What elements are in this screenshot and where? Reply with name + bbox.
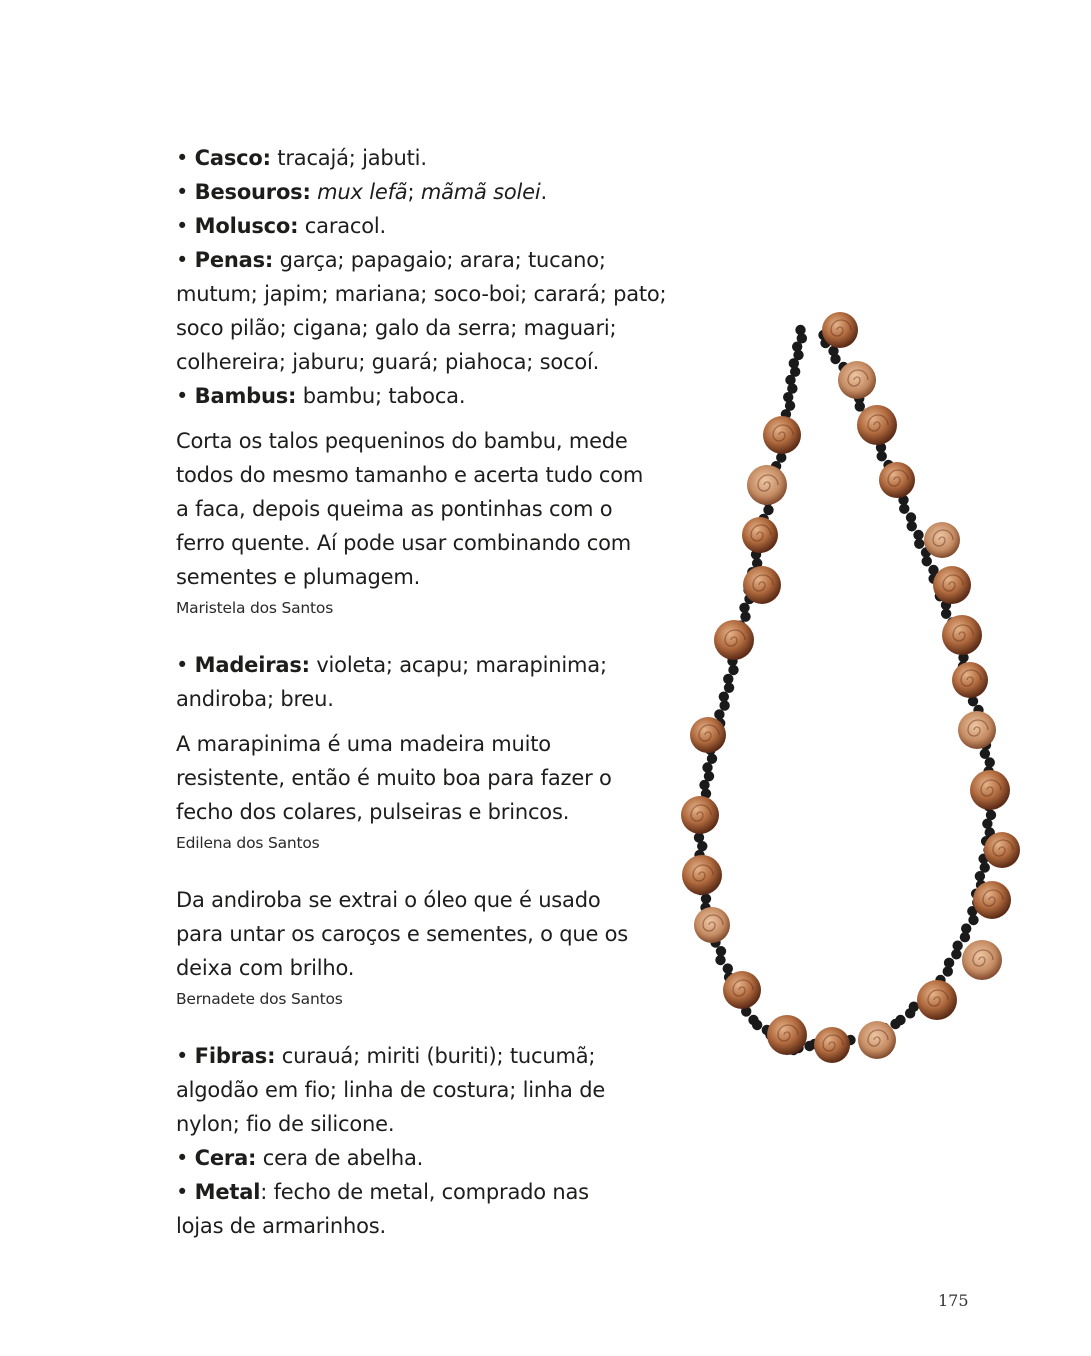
- bead: [985, 757, 995, 767]
- shell-bead: [924, 522, 960, 558]
- shell-bead: [681, 796, 719, 834]
- list-item-continuation: mutum; japim; mariana; soco-boi; carará; pato;: [176, 282, 667, 306]
- page-number: 175: [938, 1291, 969, 1310]
- list-item: • Cera: cera de abelha.: [176, 1146, 424, 1170]
- shell-bead: [970, 770, 1010, 810]
- shell-bead: [942, 615, 982, 655]
- list-block: [176, 648, 681, 716]
- bead: [941, 609, 951, 619]
- shell-bead: [973, 881, 1011, 919]
- bead: [763, 505, 773, 515]
- shell-bead: [714, 620, 754, 660]
- bead: [968, 915, 978, 925]
- bead: [877, 451, 887, 461]
- quote-line: sementes e plumagem.: [176, 565, 421, 589]
- bead: [980, 749, 990, 759]
- testimony-quote: [176, 727, 681, 853]
- shell-bead: [747, 465, 787, 505]
- shell-bead: [763, 416, 801, 454]
- bead: [739, 603, 749, 613]
- bead: [728, 665, 738, 675]
- list-item: • Bambus: bambu; taboca.: [176, 384, 466, 408]
- bead: [702, 762, 712, 772]
- shell-bead: [838, 361, 876, 399]
- necklace-photo: [672, 300, 1042, 1080]
- list-item: • Fibras: curauá; miriti (buriti); tucumã;: [176, 1044, 596, 1068]
- bead: [960, 932, 970, 942]
- shell-bead: [984, 832, 1020, 868]
- bead: [982, 819, 992, 829]
- quote-author: Edilena dos Santos: [176, 834, 320, 852]
- bead: [980, 862, 990, 872]
- bead: [914, 539, 924, 549]
- shell-bead: [933, 566, 971, 604]
- list-item-continuation: nylon; fio de silicone.: [176, 1112, 395, 1136]
- quote-line: ferro quente. Aí pode usar combinando com: [176, 531, 632, 555]
- bead: [943, 966, 953, 976]
- shell-bead: [822, 312, 858, 348]
- bead: [890, 1019, 900, 1029]
- shell-bead: [952, 662, 988, 698]
- quote-line: a faca, depois queima as pontinhas com o: [176, 497, 613, 521]
- bead: [723, 674, 733, 684]
- quote-line: fecho dos colares, pulseiras e brincos.: [176, 800, 570, 824]
- quote-line: resistente, então é muito boa para fazer o: [176, 766, 612, 790]
- bead: [922, 556, 932, 566]
- shell-bead: [682, 855, 722, 895]
- bead: [783, 392, 793, 402]
- shell-bead: [958, 711, 996, 749]
- list-block: [176, 1039, 681, 1243]
- shell-bead: [743, 566, 781, 604]
- quote-line: deixa com brilho.: [176, 956, 355, 980]
- shell-bead: [857, 405, 897, 445]
- list-item: • Madeiras: violeta; acapu; marapinima;: [176, 653, 607, 677]
- bead: [724, 683, 734, 693]
- list-item: • Metal: fecho de metal, comprado nas: [176, 1180, 589, 1204]
- list-item-continuation: colhereira; jaburu; guará; piahoca; socoí.: [176, 350, 600, 374]
- shell-bead: [694, 907, 730, 943]
- shell-bead: [742, 517, 778, 553]
- list-item: • Penas: garça; papagaio; arara; tucano;: [176, 248, 606, 272]
- list-item: • Casco: tracajá; jabuti.: [176, 146, 427, 170]
- bead: [719, 691, 729, 701]
- list-item-continuation: algodão em fio; linha de costura; linha de: [176, 1078, 606, 1102]
- bead: [951, 949, 961, 959]
- list-item: • Besouros: mux lefã; mãmã solei.: [176, 180, 548, 204]
- bead: [699, 780, 709, 790]
- quote-line: Corta os talos pequeninos do bambu, mede: [176, 429, 628, 453]
- bead: [719, 700, 729, 710]
- bead: [905, 1008, 915, 1018]
- list-item-continuation: andiroba; breu.: [176, 687, 334, 711]
- list-item-continuation: lojas de armarinhos.: [176, 1214, 386, 1238]
- text-column: [176, 141, 681, 1243]
- shell-bead: [962, 940, 1002, 980]
- bead: [715, 955, 725, 965]
- quote-author: Maristela dos Santos: [176, 599, 334, 617]
- quote-line: todos do mesmo tamanho e acerta tudo com: [176, 463, 644, 487]
- shell-bead: [814, 1027, 850, 1063]
- bead: [740, 611, 750, 621]
- bead-strand: [693, 325, 998, 1055]
- bead: [830, 354, 840, 364]
- bead: [899, 504, 909, 514]
- bead: [752, 1020, 762, 1030]
- shell-bead: [879, 462, 915, 498]
- shell-bead: [858, 1021, 896, 1059]
- shell-bead: [723, 971, 761, 1009]
- list-item: • Molusco: caracol.: [176, 214, 387, 238]
- testimony-quote: [176, 883, 681, 1009]
- quote-line: A marapinima é uma madeira muito: [176, 732, 551, 756]
- shell-bead: [690, 717, 726, 753]
- bead: [714, 709, 724, 719]
- quote-author: Bernadete dos Santos: [176, 990, 343, 1008]
- list-item-continuation: soco pilão; cigana; galo da serra; maguari;: [176, 316, 617, 340]
- bead: [785, 375, 795, 385]
- testimony-quote: [176, 424, 681, 618]
- bead: [975, 871, 985, 881]
- shell-bead: [917, 980, 957, 1020]
- quote-line: Da andiroba se extrai o óleo que é usado: [176, 888, 601, 912]
- shell-bead: [767, 1015, 807, 1055]
- bead: [907, 521, 917, 531]
- quote-line: para untar os caroços e sementes, o que os: [176, 922, 629, 946]
